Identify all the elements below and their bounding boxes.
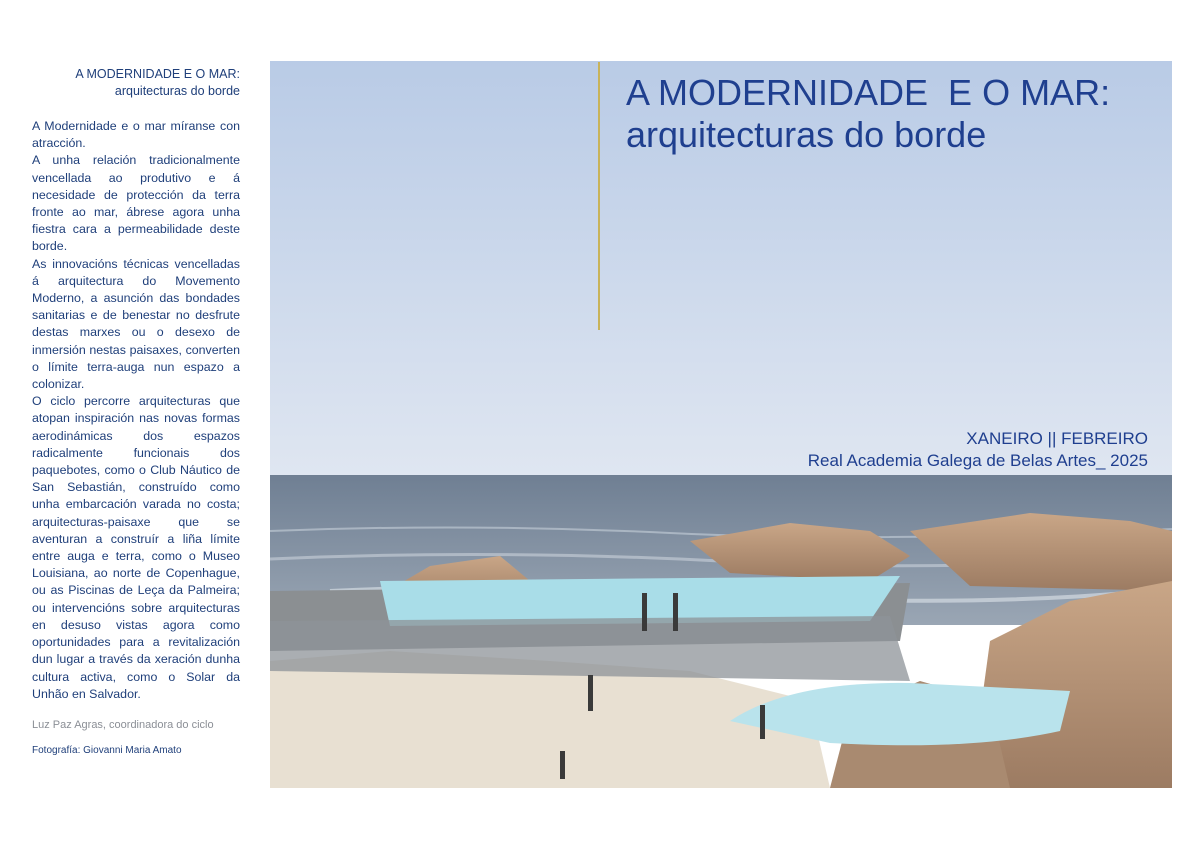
sidebar-title-line2: arquitecturas do borde [114,84,240,98]
sidebar-title-line1: A MODERNIDADE E O MAR: [75,67,240,81]
gold-divider [598,62,600,330]
cover-photo [270,61,1172,788]
intro-paragraph: A unha relación tradicionalmente vencellada ao produtivo e á necesidade de protección da terra fronte ao mar, ábrese agora unha fiestra cara a permeabilidade deste borde. [32,153,240,254]
institution-name: Real Academia Galega de Belas Artes_ 2025 [807,451,1148,470]
intro-paragraph: A Modernidade e o mar míranse con atracción. [32,119,240,151]
poster-title-line2: arquitecturas do borde [626,114,987,155]
sidebar-text-column [32,66,240,756]
poster-title [626,72,1110,156]
seaside-pools-illustration [270,61,1172,788]
intro-paragraph: As innovacións técnicas vencelladas á arquitectura do Movemento Moderno, a asunción das bondades sanitarias e de benestar no desfrute destas marxes ou o desexo de inmersión nestas paisaxes, converten o límite terra-auga nun espazo a colonizar. [32,256,240,392]
intro-paragraph: O ciclo percorre arquitecturas que atopan inspiración nas novas formas aerodinámicas dos espazos radicalmente funcionais dos paquebotes, como o Club Náutico de San Sebastián, construído como unha embarcación varada no costa; arquitecturas-paisaxe que se aventuran a construír a liña límite entre auga e terra, como o Museo Louisiana, ao norte de Copenhague, ou as Piscinas de Leça da Palmeira; ou intervencións sobre arquitecturas en desuso vistas agora como oportunidades para a revitalización dun lugar a través da xeración dunha cultura activa, como o Solar da Unhão en Salvador. [32,394,240,701]
event-info [808,428,1148,472]
event-dates: XANEIRO || FEBREIRO [966,429,1148,448]
coordinator-credit: Luz Paz Agras, coordinadora do ciclo [32,718,214,731]
intro-text [32,118,240,703]
photo-credit: Fotografía: Giovanni Maria Amato [32,744,182,756]
poster-title-line1: A MODERNIDADE E O MAR: [626,72,1111,113]
